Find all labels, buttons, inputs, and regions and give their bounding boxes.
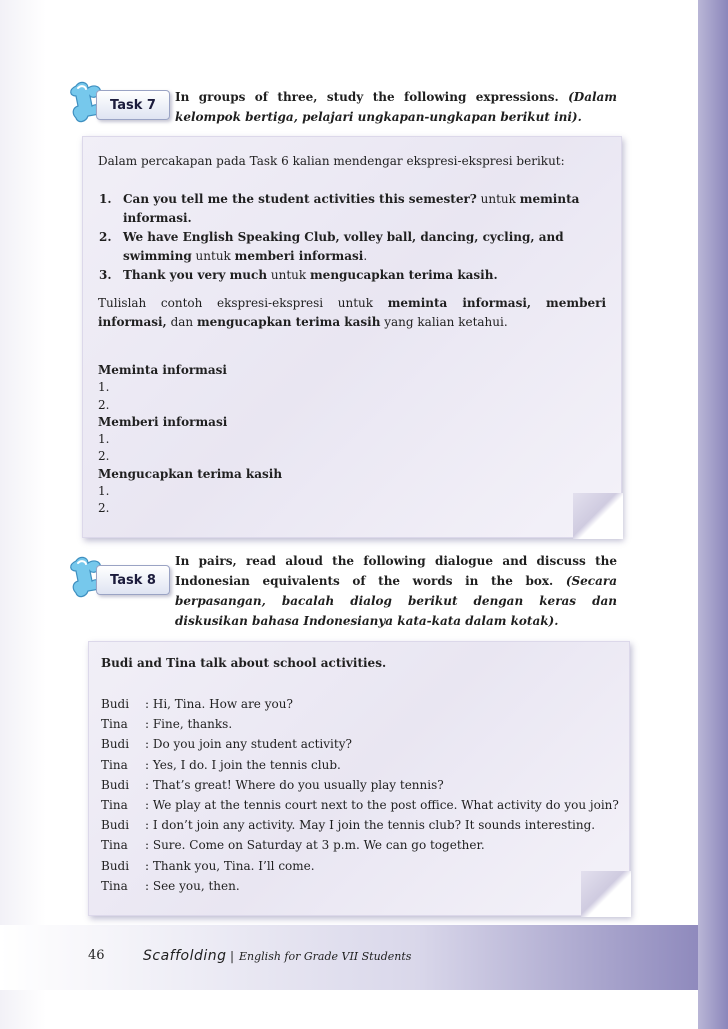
dialogue-row: [101, 775, 621, 795]
dialogue: [101, 694, 621, 896]
dialogue-row: [101, 755, 621, 775]
group-heading: Meminta informasi: [98, 363, 227, 377]
expression-function: memberi informasi: [234, 249, 364, 263]
dialogue-line: : We play at the tennis court next to the post office. What activity do you join?: [145, 797, 619, 812]
speaker: Tina: [101, 797, 128, 812]
speaker: Tina: [101, 717, 128, 732]
list-item: [99, 228, 605, 266]
speaker: Budi: [101, 737, 130, 752]
expression-text: Thank you very much: [123, 268, 268, 282]
task7-instruction: [175, 87, 617, 127]
answer-fields: [98, 362, 498, 518]
answer-line: 2.: [98, 397, 110, 412]
page-number: 46: [88, 948, 105, 963]
list-item-number: 1.: [99, 192, 112, 206]
answer-line: 1.: [98, 484, 110, 499]
expression-text: Can you tell me the student activities this semester?: [123, 192, 477, 206]
list-item-number: 2.: [99, 230, 112, 244]
expression-function: mengucapkan terima kasih.: [309, 268, 498, 282]
dialogue-line: : Yes, I do. I join the tennis club.: [145, 757, 341, 772]
speaker: Budi: [101, 777, 130, 792]
task7-instruction-english: In groups of three, study the following expressions.: [175, 90, 559, 104]
expression-text: We have English Speaking Club, volley ball, dancing, cycling, and swimming: [123, 230, 564, 263]
dialogue-row: [101, 835, 621, 855]
answer-line: 2.: [98, 501, 110, 516]
list-item: [99, 266, 605, 285]
dialogue-title: Budi and Tina talk about school activities.: [101, 656, 387, 670]
dialogue-line: : Do you join any student activity?: [145, 737, 352, 752]
page-curl: [573, 493, 623, 539]
task7-paper: [82, 136, 622, 538]
task7-lead: Dalam percakapan pada Task 6 kalian mendengar ekspresi-ekspresi berikut:: [98, 154, 565, 168]
expression-connector: untuk: [191, 249, 235, 263]
dialogue-line: : Hi, Tina. How are you?: [145, 697, 293, 711]
task7-badge-label: Task 7: [96, 90, 170, 120]
para-text-1: Tulislah contoh ekspresi-ekspresi untuk: [98, 296, 388, 310]
right-edge-bar: [698, 0, 728, 1029]
task8-instruction-english: In pairs, read aloud the following dialogue and discuss the Indonesian equivalents of the words in the box.: [175, 554, 617, 588]
expression-connector: untuk: [267, 268, 310, 282]
dialogue-line: : Sure. Come on Saturday at 3 p.m. We can go together.: [145, 838, 485, 853]
dialogue-row: [101, 734, 621, 754]
expression-connector: untuk: [476, 192, 520, 206]
dialogue-line: : I don’t join any activity. May I join the tennis club? It sounds interesting.: [145, 818, 596, 833]
expression-function: meminta informasi.: [123, 192, 580, 225]
dialogue-row: [101, 815, 621, 835]
dialogue-line: : Fine, thanks.: [145, 717, 233, 732]
book-brand: Scaffolding: [143, 948, 227, 964]
dialogue-row: [101, 856, 621, 876]
group-heading: Mengucapkan terima kasih: [98, 466, 283, 481]
expression-tail: .: [363, 249, 368, 263]
speaker: Tina: [101, 757, 128, 772]
speaker: Tina: [101, 878, 128, 893]
task8-badge: [66, 553, 178, 605]
group-heading: Memberi informasi: [98, 414, 228, 429]
answer-line: 2.: [98, 449, 110, 464]
answer-line: 1.: [98, 380, 110, 395]
expression-list: [99, 190, 605, 285]
task8-instruction: [175, 551, 617, 631]
task8-instruction-translation: (Secara berpasangan, bacalah dialog berikut dengan keras dan diskusikan bahasa Indonesianya kata-kata dalam kotak).: [175, 574, 617, 628]
task8-paper: [88, 641, 630, 916]
list-item: [99, 190, 605, 228]
para-text-2: dan: [166, 315, 197, 329]
task7-instruction-translation: (Dalam kelompok bertiga, pelajari ungkapan-ungkapan berikut ini).: [175, 90, 617, 124]
task8-badge-label: Task 8: [96, 565, 170, 595]
dialogue-row: [101, 876, 621, 896]
speaker: Budi: [101, 697, 130, 711]
dialogue-line: : That’s great! Where do you usually play tennis?: [145, 777, 444, 792]
dialogue-line: : Thank you, Tina. I’ll come.: [145, 858, 315, 873]
left-margin-shade: [0, 0, 46, 1029]
footer-separator: |: [230, 949, 235, 963]
list-item-number: 3.: [99, 268, 112, 282]
speaker: Budi: [101, 818, 130, 833]
para-text-3: yang kalian ketahui.: [380, 315, 508, 329]
task7-instruction-paragraph: [98, 294, 606, 332]
para-bold-1: meminta informasi, memberi informasi,: [98, 296, 606, 329]
task7-badge: [66, 78, 178, 130]
speaker: Budi: [101, 858, 130, 873]
dialogue-row: [101, 795, 621, 815]
answer-line: 1.: [98, 432, 110, 447]
dialogue-row: [101, 694, 621, 714]
dialogue-line: : See you, then.: [145, 878, 240, 893]
book-subtitle: English for Grade VII Students: [239, 950, 412, 963]
dialogue-row: [101, 714, 621, 734]
para-bold-2: mengucapkan terima kasih: [196, 315, 381, 329]
speaker: Tina: [101, 838, 128, 853]
